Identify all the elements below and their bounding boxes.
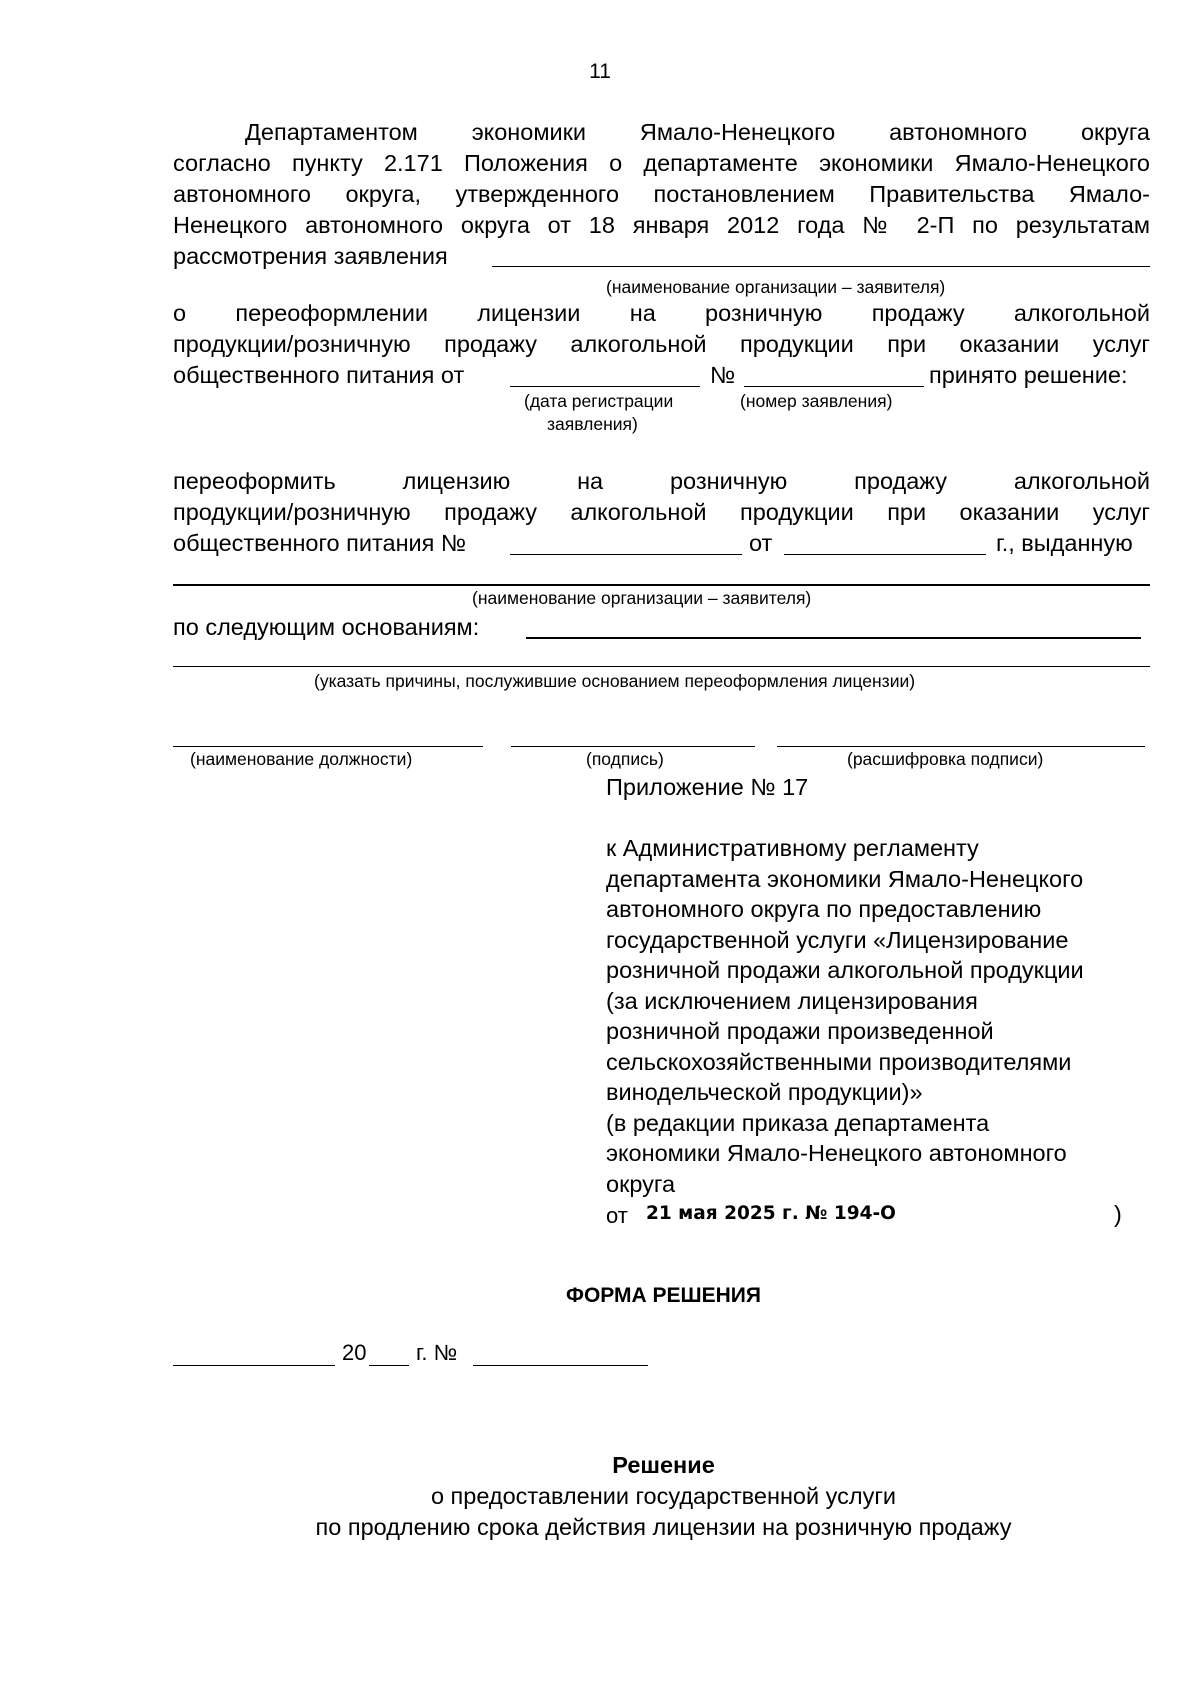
caption-registration-date: (дата регистрации [524, 391, 674, 411]
para3-from: от [749, 530, 773, 556]
appendix-from: от [606, 1203, 628, 1228]
caption-grounds: (указать причины, послужившие основанием переоформления лицензии) [314, 671, 916, 691]
appendix-text [606, 833, 1166, 1199]
appendix-line-9: винодельческой продукции)» [606, 1079, 923, 1105]
para2-line3-end: принято решение: [929, 362, 1128, 388]
appendix-close-paren: ) [1114, 1201, 1122, 1227]
caption-application-number: (номер заявления) [740, 391, 893, 411]
paragraph-2 [173, 298, 1150, 360]
decision-year-prefix: 20 [342, 1340, 367, 1365]
appendix-line-7: розничной продажи произведенной [606, 1018, 994, 1044]
para3-line-1: переоформить лицензию на розничную продажу алкогольной [173, 468, 1150, 494]
decision-date-blank[interactable] [173, 1365, 335, 1366]
page-number: 11 [589, 60, 611, 83]
appendix-line-2: департамента экономики Ямало-Ненецкого [606, 865, 1084, 892]
para2-line-2: продукции/розничную продажу алкогольной продукции при оказании услуг [173, 331, 1150, 357]
para3-line-2: продукции/розничную продажу алкогольной продукции при оказании услуг [173, 499, 1150, 525]
para1-last-line: рассмотрения заявления [173, 243, 448, 269]
caption-applicant-1: (наименование организации – заявителя) [606, 277, 946, 297]
registration-date-blank[interactable] [510, 386, 700, 387]
appendix-line-4: государственной услуги «Лицензирование [606, 926, 1069, 953]
form-title: ФОРМА РЕШЕНИЯ [566, 1284, 761, 1307]
appendix-order: 21 мая 2025 г. № 194-О [646, 1203, 896, 1224]
appendix-line-8: сельскохозяйственными производителями [606, 1048, 1072, 1075]
license-date-blank[interactable] [784, 554, 986, 555]
grounds-label: по следующим основаниям: [173, 614, 480, 640]
signature-decode-blank[interactable] [777, 746, 1145, 747]
applicant-name-blank[interactable] [492, 266, 1150, 267]
appendix-line-12: округа [606, 1170, 676, 1197]
paragraph-3 [173, 466, 1150, 528]
appendix-line-5: розничной продажи алкогольной продукции [606, 957, 1084, 983]
para1-line-3: автономного округа, утвержденного постановлением Правительства Ямало- [173, 181, 1150, 207]
grounds-blank-2[interactable] [173, 666, 1150, 667]
para1-line-2: согласно пункту 2.171 Положения о департаменте экономики Ямало-Ненецкого [173, 150, 1150, 176]
appendix-line-6: (за исключением лицензирования [606, 987, 978, 1014]
appendix-order-row [606, 1201, 1126, 1232]
appendix-line-11: экономики Ямало-Ненецкого автономного [606, 1140, 1067, 1166]
para2-line3-start: общественного питания от [173, 362, 465, 388]
decision-line-1: о предоставлении государственной услуги [430, 1483, 897, 1509]
applicant-name-blank-2[interactable] [173, 584, 1150, 586]
appendix-line-3: автономного округа по предоставлению [606, 896, 1042, 922]
caption-signature-decode: (расшифровка подписи) [847, 749, 1044, 769]
appendix-line-1: к Административному регламенту [606, 835, 979, 861]
caption-registration-date-2: заявления) [547, 414, 638, 434]
caption-signature: (подпись) [586, 749, 664, 769]
para1-line-4: Ненецкого автономного округа от 18 января 2012 года № 2-П по результатам [173, 212, 1150, 238]
license-number-blank[interactable] [510, 554, 742, 555]
position-blank[interactable] [173, 746, 483, 747]
decision-year-suffix: г. № [416, 1340, 458, 1365]
decision-number-blank[interactable] [473, 1365, 648, 1366]
paragraph-1 [173, 117, 1150, 241]
appendix-title: Приложение № 17 [606, 774, 809, 800]
decision-year-blank[interactable] [369, 1365, 409, 1366]
para3-line3-end: г., выданную [996, 530, 1133, 556]
para2-line-1: о переоформлении лицензии на розничную продажу алкогольной [173, 300, 1150, 326]
para2-no-sign: № [710, 362, 736, 388]
signature-blank[interactable] [511, 746, 755, 747]
caption-position: (наименование должности) [190, 749, 413, 769]
grounds-blank-1[interactable] [526, 637, 1141, 639]
caption-applicant-2: (наименование организации – заявителя) [472, 588, 812, 608]
para1-last-row [173, 241, 1150, 272]
para1-line-1: Департаментом экономики Ямало-Ненецкого автономного округа [245, 119, 1150, 145]
application-number-blank[interactable] [744, 386, 924, 387]
appendix-line-10: (в редакции приказа департамента [606, 1109, 990, 1136]
decision-line-2: по продлению срока действия лицензии на розничную продажу [315, 1514, 1012, 1540]
decision-title: Решение [612, 1452, 715, 1478]
para3-line3-start: общественного питания № [173, 530, 467, 556]
